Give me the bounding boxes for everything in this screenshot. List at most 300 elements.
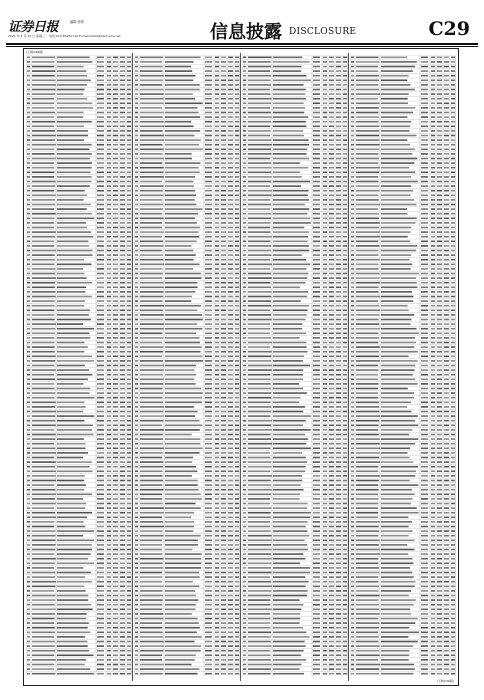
table-row xyxy=(243,218,347,220)
table-row xyxy=(351,521,455,523)
table-row xyxy=(243,530,347,532)
table-row xyxy=(135,130,239,132)
table-row xyxy=(351,300,455,302)
table-row xyxy=(135,75,239,77)
table-row xyxy=(27,438,131,440)
table-row xyxy=(27,185,131,187)
table-row xyxy=(351,448,455,450)
table-row xyxy=(351,153,455,155)
table-row xyxy=(351,599,455,601)
table-row xyxy=(27,245,131,247)
table-row xyxy=(135,452,239,454)
table-row xyxy=(135,333,239,335)
table-row xyxy=(135,466,239,468)
table-row xyxy=(351,420,455,422)
table-column-1 xyxy=(26,55,132,678)
table-row xyxy=(243,135,347,137)
table-row xyxy=(351,291,455,293)
table-row xyxy=(351,337,455,339)
table-row xyxy=(351,222,455,224)
table-row xyxy=(135,443,239,445)
table-row xyxy=(243,595,347,597)
table-row xyxy=(243,461,347,463)
table-row xyxy=(27,80,131,82)
table-row xyxy=(351,213,455,215)
table-row xyxy=(27,333,131,335)
table-row xyxy=(135,558,239,560)
table-row xyxy=(135,664,239,666)
table-row xyxy=(27,636,131,638)
table-row xyxy=(351,346,455,348)
table-row xyxy=(243,627,347,629)
table-row xyxy=(135,622,239,624)
table-row xyxy=(27,356,131,358)
table-row xyxy=(243,342,347,344)
table-row xyxy=(27,268,131,270)
table-row xyxy=(27,93,131,95)
table-row xyxy=(351,273,455,275)
table-row xyxy=(243,227,347,229)
table-row xyxy=(243,282,347,284)
table-row xyxy=(135,397,239,399)
table-row xyxy=(351,544,455,546)
table-row xyxy=(243,567,347,569)
table-row xyxy=(351,664,455,666)
table-row xyxy=(243,254,347,256)
table-row xyxy=(27,392,131,394)
table-row xyxy=(135,277,239,279)
table-row xyxy=(27,149,131,151)
table-row xyxy=(135,93,239,95)
table-row xyxy=(351,310,455,312)
table-row xyxy=(351,429,455,431)
table-row xyxy=(27,130,131,132)
table-row xyxy=(243,581,347,583)
table-row xyxy=(351,622,455,624)
table-row xyxy=(27,668,131,670)
column-divider xyxy=(132,53,133,681)
table-row xyxy=(135,627,239,629)
table-row xyxy=(135,576,239,578)
table-row xyxy=(243,264,347,266)
table-row xyxy=(351,452,455,454)
table-row xyxy=(243,544,347,546)
table-row xyxy=(27,452,131,454)
table-row xyxy=(351,57,455,59)
table-row xyxy=(351,415,455,417)
table-row xyxy=(243,222,347,224)
table-row xyxy=(243,259,347,261)
table-row xyxy=(351,162,455,164)
table-row xyxy=(27,673,131,675)
table-row xyxy=(27,466,131,468)
table-row xyxy=(135,586,239,588)
table-row xyxy=(135,420,239,422)
table-row xyxy=(351,563,455,565)
table-row xyxy=(27,126,131,128)
table-row xyxy=(135,254,239,256)
table-row xyxy=(351,392,455,394)
table-row xyxy=(243,176,347,178)
table-row xyxy=(243,70,347,72)
table-row xyxy=(243,231,347,233)
table-row xyxy=(243,314,347,316)
table-row xyxy=(27,323,131,325)
table-row xyxy=(351,425,455,427)
table-row xyxy=(351,595,455,597)
table-row xyxy=(27,231,131,233)
table-row xyxy=(27,402,131,404)
table-row xyxy=(27,530,131,532)
table-row xyxy=(243,139,347,141)
table-row xyxy=(351,98,455,100)
table-row xyxy=(351,360,455,362)
table-row xyxy=(351,549,455,551)
table-row xyxy=(351,126,455,128)
table-row xyxy=(351,264,455,266)
table-row xyxy=(27,172,131,174)
table-row xyxy=(243,448,347,450)
table-row xyxy=(135,337,239,339)
table-row xyxy=(27,282,131,284)
table-row xyxy=(351,208,455,210)
table-row xyxy=(27,369,131,371)
table-row xyxy=(351,287,455,289)
table-row xyxy=(27,277,131,279)
table-row xyxy=(27,586,131,588)
table-row xyxy=(243,645,347,647)
table-row xyxy=(243,415,347,417)
table-row xyxy=(243,673,347,675)
table-row xyxy=(27,457,131,459)
table-row xyxy=(27,195,131,197)
table-row xyxy=(243,300,347,302)
table-row xyxy=(351,507,455,509)
table-row xyxy=(243,333,347,335)
table-row xyxy=(351,365,455,367)
table-row xyxy=(351,66,455,68)
table-row xyxy=(135,613,239,615)
table-row xyxy=(243,576,347,578)
table-row xyxy=(135,139,239,141)
table-row xyxy=(135,517,239,519)
table-row xyxy=(243,204,347,206)
table-row xyxy=(243,337,347,339)
table-row xyxy=(243,93,347,95)
table-column-4 xyxy=(350,55,456,678)
table-row xyxy=(27,273,131,275)
table-row xyxy=(351,314,455,316)
table-row xyxy=(27,411,131,413)
table-row xyxy=(135,126,239,128)
table-row xyxy=(27,236,131,238)
table-row xyxy=(135,457,239,459)
table-row xyxy=(243,613,347,615)
table-row xyxy=(135,609,239,611)
table-row xyxy=(135,80,239,82)
table-row xyxy=(243,484,347,486)
table-row xyxy=(351,121,455,123)
table-row xyxy=(351,149,455,151)
table-row xyxy=(243,287,347,289)
table-row xyxy=(243,162,347,164)
table-row xyxy=(243,250,347,252)
table-row xyxy=(351,319,455,321)
table-row xyxy=(135,369,239,371)
table-row xyxy=(351,645,455,647)
table-row xyxy=(351,241,455,243)
table-row xyxy=(27,314,131,316)
table-row xyxy=(27,434,131,436)
table-row xyxy=(243,558,347,560)
table-row xyxy=(135,116,239,118)
table-row xyxy=(27,250,131,252)
table-row xyxy=(243,190,347,192)
table-row xyxy=(135,411,239,413)
table-row xyxy=(27,420,131,422)
table-row xyxy=(135,530,239,532)
table-row xyxy=(351,590,455,592)
table-row xyxy=(351,535,455,537)
table-row xyxy=(351,130,455,132)
table-row xyxy=(243,489,347,491)
table-row xyxy=(27,622,131,624)
table-row xyxy=(135,300,239,302)
table-row xyxy=(27,204,131,206)
table-row xyxy=(243,632,347,634)
table-row xyxy=(351,457,455,459)
table-row xyxy=(243,383,347,385)
table-row xyxy=(243,116,347,118)
table-row xyxy=(351,333,455,335)
masthead-logo: 证券日报 xyxy=(8,20,59,35)
table-row xyxy=(135,259,239,261)
table-row xyxy=(27,425,131,427)
table-row xyxy=(243,153,347,155)
column-divider xyxy=(240,53,241,681)
table-row xyxy=(135,425,239,427)
table-row xyxy=(135,503,239,505)
table-row xyxy=(243,351,347,353)
table-row xyxy=(243,80,347,82)
table-row xyxy=(351,116,455,118)
table-row xyxy=(351,466,455,468)
table-row xyxy=(135,264,239,266)
table-row xyxy=(351,199,455,201)
table-row xyxy=(243,494,347,496)
table-row xyxy=(243,365,347,367)
table-row xyxy=(243,126,347,128)
table-row xyxy=(135,195,239,197)
table-row xyxy=(243,471,347,473)
table-row xyxy=(27,645,131,647)
table-row xyxy=(351,227,455,229)
table-row xyxy=(27,176,131,178)
table-row xyxy=(351,80,455,82)
table-row xyxy=(135,153,239,155)
table-row xyxy=(135,471,239,473)
table-row xyxy=(135,507,239,509)
table-row xyxy=(243,185,347,187)
table-row xyxy=(243,277,347,279)
table-column-3 xyxy=(242,55,348,678)
section-title-en: DISCLOSURE xyxy=(289,27,357,37)
table-row xyxy=(27,360,131,362)
table-row xyxy=(135,489,239,491)
table-row xyxy=(351,323,455,325)
table-row xyxy=(351,250,455,252)
table-row xyxy=(27,89,131,91)
table-row xyxy=(135,535,239,537)
table-row xyxy=(243,553,347,555)
table-row xyxy=(27,167,131,169)
table-row xyxy=(27,627,131,629)
table-row xyxy=(135,310,239,312)
masthead-rule-thick xyxy=(6,43,478,45)
table-row xyxy=(351,494,455,496)
table-row xyxy=(27,241,131,243)
table-row xyxy=(243,89,347,91)
table-row xyxy=(243,641,347,643)
table-row xyxy=(135,328,239,330)
table-row xyxy=(135,176,239,178)
table-row xyxy=(135,392,239,394)
table-row xyxy=(135,135,239,137)
table-row xyxy=(27,103,131,105)
table-row xyxy=(135,204,239,206)
table-row xyxy=(135,544,239,546)
table-row xyxy=(351,613,455,615)
table-row xyxy=(243,388,347,390)
table-row xyxy=(351,245,455,247)
table-row xyxy=(27,328,131,330)
table-row xyxy=(243,130,347,132)
table-row xyxy=(351,673,455,675)
table-row xyxy=(27,135,131,137)
table-row xyxy=(243,75,347,77)
table-row xyxy=(27,98,131,100)
table-row xyxy=(27,549,131,551)
table-row xyxy=(243,590,347,592)
table-row xyxy=(27,84,131,86)
table-row xyxy=(135,595,239,597)
table-row xyxy=(135,241,239,243)
table-row xyxy=(135,406,239,408)
table-row xyxy=(135,185,239,187)
continued-to-tag: (下转C30版) xyxy=(436,679,454,683)
table-row xyxy=(351,553,455,555)
table-row xyxy=(135,581,239,583)
table-row xyxy=(351,627,455,629)
table-row xyxy=(243,61,347,63)
table-row xyxy=(351,484,455,486)
table-row xyxy=(27,70,131,72)
table-row xyxy=(351,70,455,72)
table-row xyxy=(351,383,455,385)
table-row xyxy=(135,360,239,362)
table-row xyxy=(27,181,131,183)
table-row xyxy=(135,181,239,183)
table-row xyxy=(243,310,347,312)
table-row xyxy=(243,236,347,238)
table-row xyxy=(27,291,131,293)
editor-credit: 编辑 张明 xyxy=(70,20,84,24)
table-row xyxy=(27,218,131,220)
table-row xyxy=(243,245,347,247)
table-row xyxy=(135,526,239,528)
table-row xyxy=(27,310,131,312)
table-row xyxy=(243,98,347,100)
table-row xyxy=(351,112,455,114)
table-row xyxy=(135,402,239,404)
table-row xyxy=(27,264,131,266)
table-row xyxy=(27,305,131,307)
table-row xyxy=(135,498,239,500)
table-row xyxy=(351,498,455,500)
table-row xyxy=(27,112,131,114)
table-row xyxy=(27,563,131,565)
table-row xyxy=(27,526,131,528)
table-row xyxy=(243,411,347,413)
table-row xyxy=(351,586,455,588)
table-row xyxy=(243,374,347,376)
table-row xyxy=(351,526,455,528)
table-row xyxy=(351,618,455,620)
table-row xyxy=(135,172,239,174)
table-row xyxy=(27,494,131,496)
table-row xyxy=(135,199,239,201)
table-row xyxy=(27,296,131,298)
table-row xyxy=(135,659,239,661)
table-row xyxy=(135,475,239,477)
table-row xyxy=(27,144,131,146)
table-row xyxy=(243,172,347,174)
table-row xyxy=(135,650,239,652)
table-row xyxy=(27,604,131,606)
table-row xyxy=(27,337,131,339)
table-row xyxy=(243,402,347,404)
table-row xyxy=(243,199,347,201)
table-row xyxy=(243,563,347,565)
table-row xyxy=(27,379,131,381)
table-row xyxy=(351,277,455,279)
table-row xyxy=(243,268,347,270)
table-row xyxy=(243,655,347,657)
table-row xyxy=(135,553,239,555)
table-row xyxy=(27,300,131,302)
table-row xyxy=(243,323,347,325)
table-row xyxy=(27,572,131,574)
table-row xyxy=(243,369,347,371)
table-row xyxy=(135,268,239,270)
table-row xyxy=(27,406,131,408)
table-row xyxy=(351,84,455,86)
table-row xyxy=(243,457,347,459)
table-row xyxy=(243,392,347,394)
table-row xyxy=(27,429,131,431)
table-row xyxy=(243,512,347,514)
table-row xyxy=(27,655,131,657)
table-row xyxy=(351,172,455,174)
table-row xyxy=(27,319,131,321)
table-row xyxy=(135,346,239,348)
table-row xyxy=(135,57,239,59)
table-row xyxy=(27,471,131,473)
table-row xyxy=(27,609,131,611)
table-row xyxy=(27,599,131,601)
table-row xyxy=(243,208,347,210)
column-divider xyxy=(348,53,349,681)
